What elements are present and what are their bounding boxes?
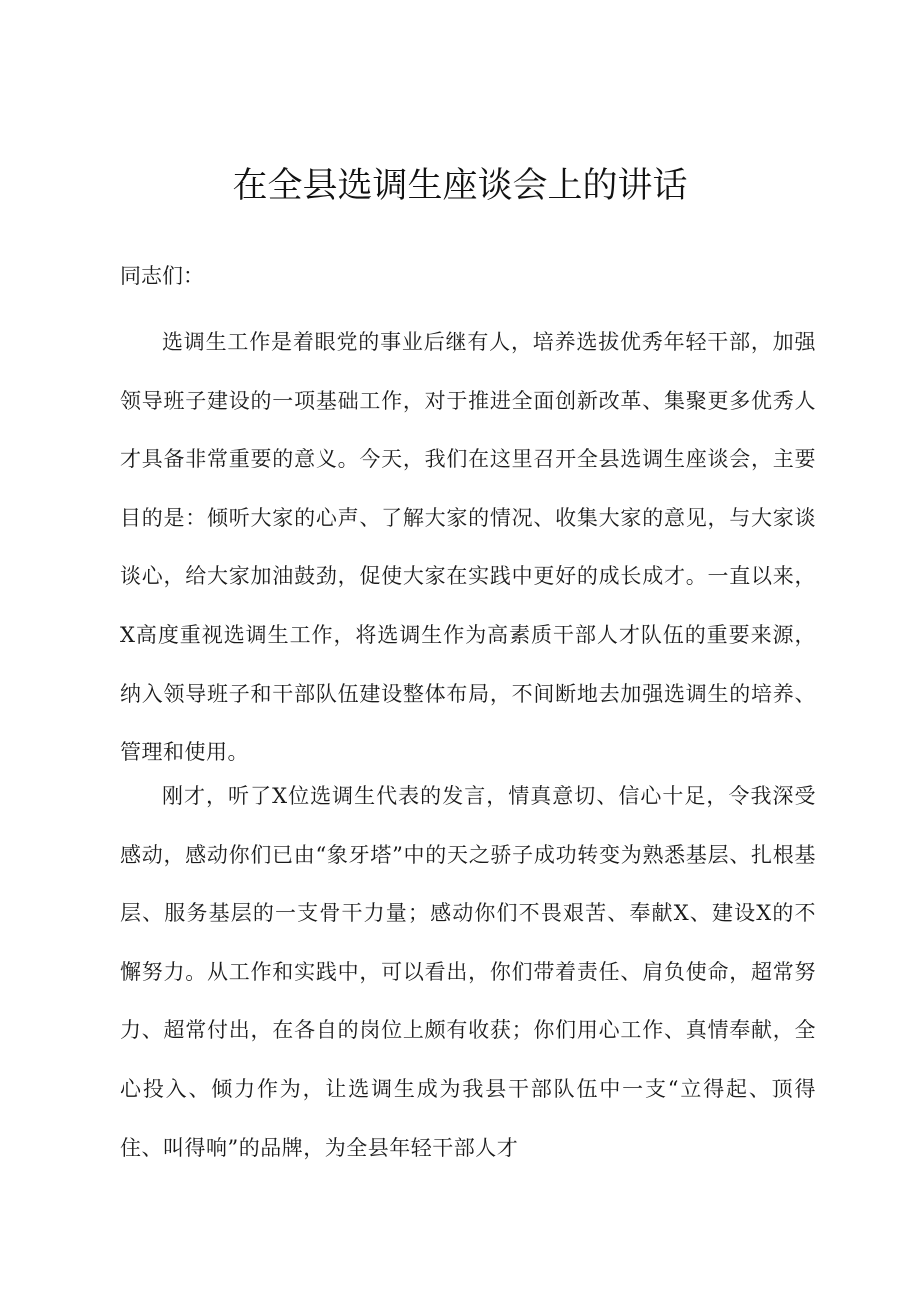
body-paragraph-2: 刚才，听了X位选调生代表的发言，情真意切、信心十足，令我深受感动，感动你们已由“象牙塔”中的天之骄子成功转变为熟悉基层、扎根基层、服务基层的一支骨干力量；感动你们不畏艰苦、奉献X、建设X的不懈努力。从工作和实践中，可以看出，你们带着责任、肩负使命，超常努力、超常付出，在各自的岗位上颇有收获；你们用心工作、真情奉献，全心投入、倾力作为，让选调生成为我县干部队伍中一支“立得起、顶得住、叫得响”的品牌，为全县年轻干部人才	[120, 784, 816, 1160]
salutation: 同志们：	[120, 264, 204, 288]
body-paragraph-1: 选调生工作是着眼党的事业后继有人，培养选拔优秀年轻干部，加强领导班子建设的一项基础工作，对于推进全面创新改革、集聚更多优秀人才具备非常重要的意义。今天，我们在这里召开全县选调生座谈会，主要目的是：倾听大家的心声、了解大家的情况、收集大家的意见，与大家谈谈心，给大家加油鼓劲，促使大家在实践中更好的成长成才。一直以来，X高度重视选调生工作，将选调生作为高素质干部人才队伍的重要来源，纳入领导班子和干部队伍建设整体布局，不间断地去加强选调生的培养、管理和使用。	[120, 330, 816, 765]
document-title: 在全县选调生座谈会上的讲话	[232, 166, 688, 206]
